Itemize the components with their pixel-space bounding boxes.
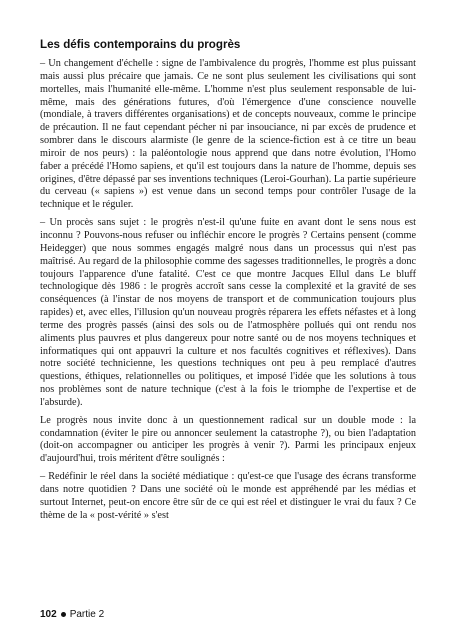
section-heading: Les défis contemporains du progrès [40, 38, 241, 51]
paragraph-redefinir-reel: – Redéfinir le réel dans la société médiatique : qu'est-ce que l'usage des écrans transforme dans notre quotidien ? Dans une société où le monde est appréhendé par les médias et surtout Internet, peut-on encore être sûr de ce qui est réel et distinguer le vrai du faux ? Ce thème de la « post-vérité » s'est [40, 471, 416, 521]
part-label: Partie 2 [69, 609, 105, 620]
paragraph-changement-echelle: – Un changement d'échelle : signe de l'ambivalence du progrès, l'homme est plus puissant mais aussi plus précaire que jamais. Ce ne sont plus seulement les civilisations qui sont mortelles, mais l'humanité elle-même. L'homme n'est plus seulement responsable de lui-même, mais des générations futures, d'où l'émergence d'une conscience nouvelle (mondiale, à travers différentes organisations) et de concepts nouveaux, comme le principe de précaution. Il ne faut cependant pécher ni par insouciance, ni par excès de prudence et sombrer dans le discours alarmiste (le genre de la science-fiction est à ce titre un beau miroir de nos peurs) : la paléontologie nous apprend que dans notre évolution, l'Homo faber a précédé l'Homo sapiens, et qu'il est toujours dans la nature de l'homme, depuis ses origines, d'être dépassé par ses inventions techniques (Leroi-Gourhan). La partie supérieure du cerveau (« sapiens ») est venue dans un second temps pour contrôler l'usage de la technique et le réguler. [40, 58, 416, 211]
bullet-separator-icon [61, 612, 66, 617]
page-body [40, 38, 416, 528]
page-footer [40, 609, 104, 620]
page-number: 102 [40, 609, 57, 620]
paragraph-questionnement: Le progrès nous invite donc à un questionnement radical sur un double mode : la condamnation (éviter le pire ou annoncer seulement la catastrophe ?), ou bien l'adaptation (doit-on accompagner ou anticiper les progrès à venir ?). Parmi les principaux enjeux d'aujourd'hui, trois méritent d'être soulignés : [40, 414, 416, 465]
paragraph-proces-sans-sujet: – Un procès sans sujet : le progrès n'est-il qu'une fuite en avant dont le sens nous est inconnu ? Pouvons-nous refuser ou infléchir encore le progrès ? Certains pensent (comme Heidegger) que nous sommes engagés malgré nous dans un processus qui n'est pas maîtrisé. Au regard de la philosophie comme des sagesses traditionnelles, le progrès a donc toujours l'apparence d'une fatalité. C'est ce que montre Jacques Ellul dans Le bluff technologique dès 1986 : le progrès accroît sans cesse la complexité et la gravité de ses conséquences (à l'instar de nos moyens de transport et de communication toujours plus rapides) et, avec elles, l'illusion qu'un nouveau progrès réparera les effets néfastes et à long terme des progrès passés (ainsi des sols ou de l'atmosphère pollués qui ont rendu nos aliments plus pauvres et plus dangereux pour notre santé ou de nos moyens techniques et informatiques qui ont appauvri la culture et nos facultés cognitives et réflexives). Dans notre société technicienne, les questions techniques ont peu à peu remplacé d'autres questions, éthiques, relationnelles ou politiques, et imposé l'idée que les solutions à tous nos problèmes sont de nature technique (c'est à la fois le triomphe de l'expertise et de l'absurde). [40, 217, 416, 408]
